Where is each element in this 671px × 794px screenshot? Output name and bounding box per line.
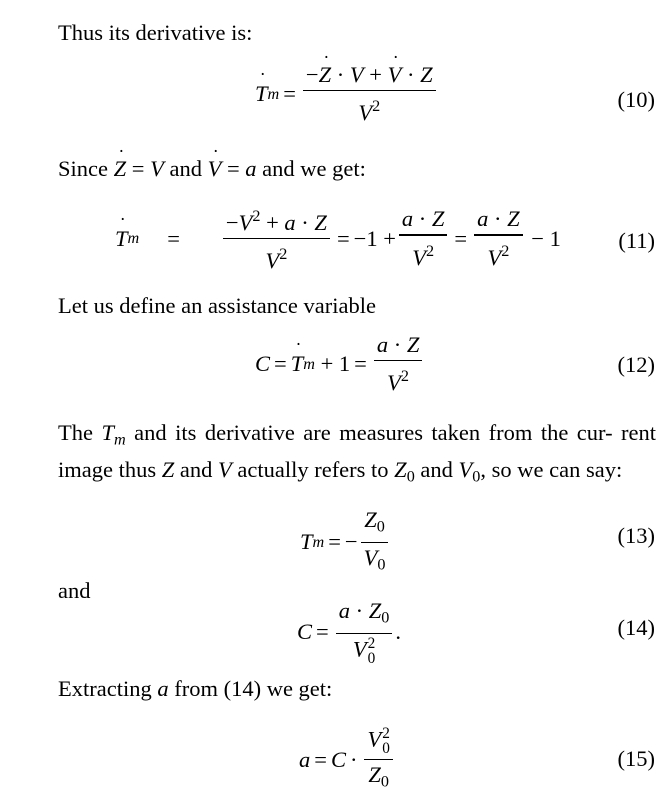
equation-number-12: (12) (617, 352, 655, 377)
equation-15: a = C · V 2 0 $Z_0$ (299, 726, 396, 794)
paragraph-derivative-intro (58, 18, 656, 48)
equation-11: ˙ T m = $\frac{-V^2 + a \cdot Z}{V^2}$ = −1 + $\frac{a \cdot Z}{V^2}$ = $\frac{a \cdot Z}{V^2}$ − 1 (115, 203, 561, 274)
equation-number-11: (11) (618, 228, 655, 253)
paragraph-assistance: Let us define an assistance variable (58, 293, 376, 318)
equation-13: T m = − $\frac{Z_0}{V_0}$ (300, 507, 391, 577)
paragraph-since: Since ˙ Z = V and ˙ V = a and we get: (58, 154, 656, 184)
equation-number-14: (14) (617, 615, 655, 640)
equation-number-15: (15) (617, 746, 655, 771)
paragraph-and: and (58, 578, 91, 603)
paragraph-measures: The $T_m$ and its derivative are measures taken from the cur- rent image thus Z and V actually refers to $Z_0$ and $V_0$, so we can say: (58, 420, 657, 486)
equation-14: C = $a \cdot Z_0$ V 2 0 . (297, 598, 401, 668)
equation-10: ˙ T m = $\frac{-˙ Z \cdot V + ˙ V \cdot Z}{V^2}$ (255, 62, 439, 126)
paragraph-extracting: Extracting a from (14) we get: (58, 676, 333, 701)
equation-12: C = ˙ T m + 1 = $\frac{a \cdot Z}{V^2}$ (255, 332, 425, 396)
equation-number-13: (13) (617, 523, 655, 548)
equation-number-10: (10) (617, 87, 655, 112)
text-derivative-intro: Thus its derivative is: (58, 20, 253, 45)
